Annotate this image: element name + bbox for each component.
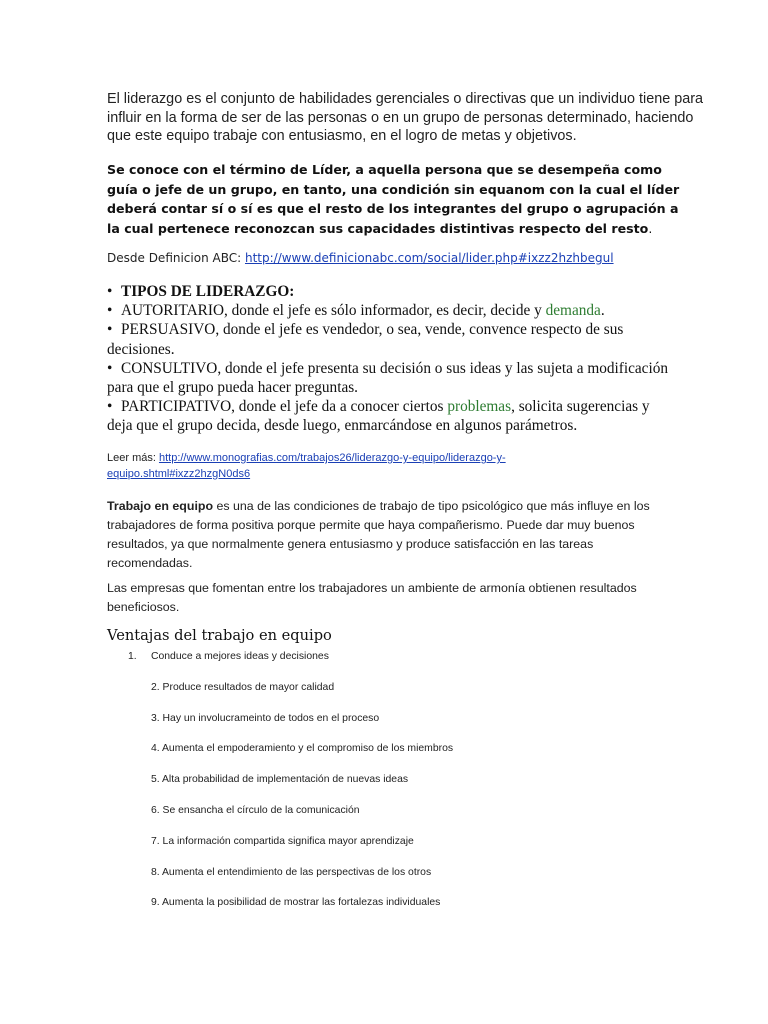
list-item: 8. Aumenta el entendimiento de las perspectivas de los otros	[151, 867, 432, 878]
problemas-link[interactable]: problemas	[447, 398, 512, 416]
type-participativo	[107, 397, 677, 435]
leadership-types-heading: TIPOS DE LIDERAZGO:	[121, 283, 295, 300]
list-item: 2. Produce resultados de mayor calidad	[151, 682, 335, 693]
leader-definition-paragraph	[107, 160, 687, 238]
type-participativo-end: , solicita sugerencias y deja que el grupo decida, desde luego, enmarcándose en algunos parámetros.	[107, 398, 650, 435]
source-line	[107, 249, 707, 267]
list-item: 9. Aumenta la posibilidad de mostrar las fortalezas individuales	[151, 897, 441, 908]
read-more-link[interactable]: http://www.monografias.com/trabajos26/liderazgo-y-equipo/liderazgo-y-equipo.shtml#ixzz2hzgN0ds6	[107, 452, 506, 480]
read-more-line	[107, 451, 547, 482]
intro-paragraph: El liderazgo es el conjunto de habilidades gerenciales o directivas que un individuo tiene para influir en la forma de ser de las personas o en un grupo de personas determinado, haciendo que este equipo trabaje con entusiasmo, en el logro de metas y objetivos.	[107, 91, 704, 144]
type-consultivo-text: CONSULTIVO, donde el jefe presenta su decisión o sus ideas y las sujeta a modificación para que el grupo pueda hacer preguntas.	[107, 359, 669, 397]
advantages-title: Ventajas del trabajo en equipo	[107, 627, 332, 644]
teamwork-term: Trabajo en equipo	[107, 499, 214, 513]
type-autoritario-end: .	[600, 302, 605, 320]
type-autoritario-text: AUTORITARIO, donde el jefe es sólo informador, es decir, decide y	[121, 302, 546, 320]
type-persuasivo-text: PERSUASIVO, donde el jefe es vendedor, o sea, vende, convence respecto de sus decisiones.	[107, 321, 624, 358]
list-item: 4. Aumenta el empoderamiento y el compromiso de los miembros	[151, 743, 454, 754]
source-link[interactable]: http://www.definicionabc.com/social/lider.php#ixzz2hzhbegul	[244, 251, 614, 265]
leader-definition-bold: Se conoce con el término de Líder, a aquella persona que se desempeña como guía o jefe de un grupo, en tanto, una condición sin equanom con la cual el líder deberá contar sí o sí es que el resto de los integrantes del grupo o agrupación a la cual pertenece reconozcan sus capacidades distintivas respecto del resto	[107, 162, 680, 236]
demanda-link[interactable]: demanda	[545, 302, 601, 320]
bullet-icon: •	[107, 398, 113, 416]
read-more-prefix: Leer más:	[107, 452, 159, 464]
list-item: 5. Alta probabilidad de implementación de nuevas ideas	[151, 774, 409, 785]
list-item-text: Conduce a mejores ideas y decisiones	[151, 651, 329, 662]
teamwork-description: es una de las condiciones de trabajo de tipo psicológico que más influye en los trabajadores de forma positiva porque permite que haya compañerismo. Puede dar muy buenos resultados, ya que normalmente genera entusiasmo y produce satisfacción en las tareas recomendadas.	[107, 499, 650, 570]
bullet-icon: •	[107, 321, 113, 339]
list-item: 3. Hay un involucrameinto de todos en el proceso	[151, 713, 380, 724]
list-item-number: 1.	[128, 651, 137, 662]
leadership-types-heading-row	[107, 282, 677, 301]
teamwork-paragraph	[107, 497, 667, 573]
type-consultivo	[107, 359, 677, 397]
list-item: 6. Se ensancha el círculo de la comunicación	[151, 805, 360, 816]
list-item	[128, 650, 329, 664]
leadership-types-list	[107, 282, 677, 436]
leader-definition-period: .	[648, 220, 653, 236]
source-prefix: Desde Definicion ABC:	[107, 251, 245, 265]
type-autoritario	[107, 301, 677, 320]
type-persuasivo	[107, 320, 677, 358]
type-participativo-text: PARTICIPATIVO, donde el jefe da a conocer ciertos	[121, 398, 448, 416]
bullet-icon: •	[107, 302, 113, 320]
bullet-icon: •	[107, 283, 113, 300]
list-item: 7. La información compartida significa mayor aprendizaje	[151, 836, 414, 847]
companies-paragraph: Las empresas que fomentan entre los trabajadores un ambiente de armonía obtienen resultados beneficiosos.	[107, 581, 637, 614]
bullet-icon: •	[107, 359, 113, 377]
